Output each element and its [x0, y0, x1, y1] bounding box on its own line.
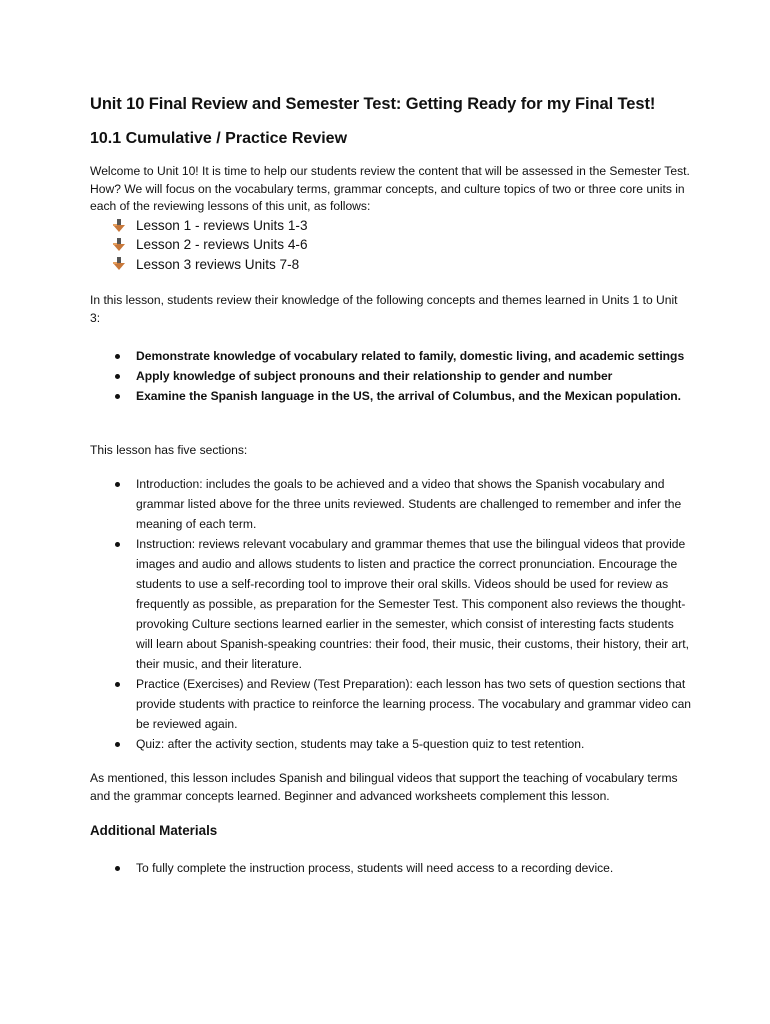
- bullet-icon: [115, 354, 120, 359]
- objective-text: Apply knowledge of subject pronouns and their relationship to gender and number: [136, 369, 613, 383]
- list-item: [112, 255, 308, 274]
- list-item: [112, 346, 692, 366]
- list-item: [112, 216, 308, 235]
- objectives-list: [112, 346, 692, 406]
- section-text: Practice (Exercises) and Review (Test Preparation): each lesson has two sets of question sections that provide students with practice to reinforce the learning process. The vocabulary and grammar video can be reviewed again.: [136, 677, 692, 731]
- list-item: [112, 474, 692, 534]
- section-text: Instruction: reviews relevant vocabulary and grammar themes that use the bilingual videos that provide images and audio and allows students to listen and practice the correct pronunciation. Encourage the students to use a self-recording tool to improve their oral skills. Videos should be used for review as frequently as possible, as preparation for the Semester Test. This component also reviews the thought-provoking Culture sections learned earlier in the semester, which consist of interesting facts students will learn about Spanish-speaking countries: their food, their music, their customs, their history, their art, their music, and their literature.: [136, 537, 689, 671]
- sections-intro: This lesson has five sections:: [90, 443, 248, 457]
- arrow-down-icon: [112, 219, 126, 233]
- materials-list: [112, 858, 692, 878]
- section-text: Introduction: includes the goals to be achieved and a video that shows the Spanish vocabulary and grammar listed above for the three units reviewed. Students are challenged to remember and infer the meaning of each term.: [136, 477, 682, 531]
- list-item: [112, 858, 692, 878]
- page-title: Unit 10 Final Review and Semester Test: Getting Ready for my Final Test!: [90, 95, 656, 113]
- list-item: [112, 366, 692, 386]
- list-item: [112, 386, 692, 406]
- section-heading: 10.1 Cumulative / Practice Review: [90, 130, 348, 147]
- materials-heading: Additional Materials: [90, 823, 218, 838]
- bullet-icon: [115, 866, 120, 871]
- material-text: To fully complete the instruction process, students will need access to a recording device.: [136, 861, 614, 875]
- list-item: [112, 534, 692, 674]
- lesson-label: Lesson 2 - reviews Units 4-6: [136, 237, 308, 253]
- objective-text: Demonstrate knowledge of vocabulary related to family, domestic living, and academic settings: [136, 349, 685, 363]
- section-text: Quiz: after the activity section, students may take a 5-question quiz to test retention.: [136, 737, 585, 751]
- arrow-down-icon: [112, 238, 126, 252]
- objective-text: Examine the Spanish language in the US, the arrival of Columbus, and the Mexican population.: [136, 389, 681, 403]
- list-item: [112, 235, 308, 254]
- lesson-label: Lesson 1 - reviews Units 1-3: [136, 218, 308, 233]
- list-item: [112, 674, 692, 734]
- lesson-list: [112, 216, 308, 274]
- sections-list: [112, 474, 692, 754]
- bullet-icon: [115, 374, 120, 379]
- closing-paragraph: As mentioned, this lesson includes Spanish and bilingual videos that support the teaching of vocabulary terms and the grammar concepts learned. Beginner and advanced worksheets complement this lesson.: [90, 771, 678, 803]
- intro-paragraph: Welcome to Unit 10! It is time to help our students review the content that will be assessed in the Semester Test. How? We will focus on the vocabulary terms, grammar concepts, and culture topics of two or three core units in each of the reviewing lessons of this unit, as follows:: [90, 164, 690, 213]
- bullet-icon: [115, 542, 120, 547]
- arrow-down-icon: [112, 257, 126, 271]
- bullet-icon: [115, 742, 120, 747]
- list-item: [112, 734, 692, 754]
- bullet-icon: [115, 394, 120, 399]
- bullet-icon: [115, 682, 120, 687]
- bullet-icon: [115, 482, 120, 487]
- lesson-label: Lesson 3 reviews Units 7-8: [136, 256, 300, 272]
- lesson-paragraph: In this lesson, students review their knowledge of the following concepts and themes learned in Units 1 to Unit 3:: [90, 293, 678, 325]
